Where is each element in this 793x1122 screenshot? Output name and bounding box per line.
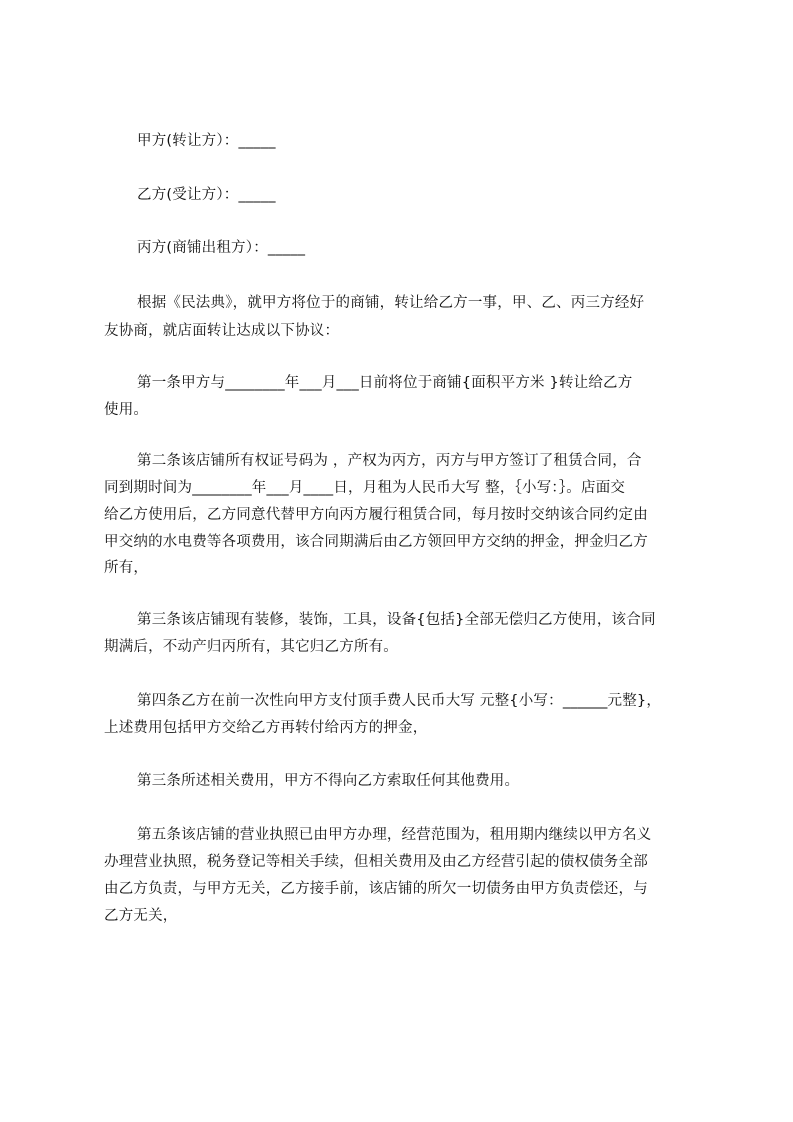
article-2-line-4: 甲交纳的水电费等各项费用，该合同期满后由乙方领回甲方交纳的押金，押金归乙方 (104, 534, 648, 550)
article-3-line-1: 第三条该店铺现有装修，装饰，工具，设备{包括}全部无偿归乙方使用，该合同 (137, 612, 656, 628)
party-landlord: 丙方(商铺出租方）：_____ (137, 240, 306, 256)
preamble-line-2: 友协商，就店面转让达成以下协议： (104, 323, 340, 339)
article-2-line-2: 同到期时间为________年___月____日，月租为人民币大写 整，｛小写：｝。店面交 (104, 480, 626, 496)
article-5-line-3: 由乙方负责，与甲方无关，乙方接手前，该店铺的所欠一切债务由甲方负责偿还，与 (104, 881, 648, 897)
article-1-line-1: 第一条甲方与________年___月___日前将位于商铺{面积平方米 }转让给乙方 (137, 375, 633, 391)
article-5-line-2: 办理营业执照，税务登记等相关手续，但相关费用及由乙方经营引起的债权债务全部 (104, 854, 648, 870)
article-2-line-3: 给乙方使用后，乙方同意代替甲方向丙方履行租赁合同，每月按时交纳该合同约定由 (104, 507, 648, 523)
fee-clause-line: 第三条所述相关费用，甲方不得向乙方索取任何其他费用。 (137, 773, 520, 789)
article-1-line-2: 使用。 (104, 402, 149, 418)
party-transferor: 甲方(转让方）：_____ (137, 133, 276, 149)
article-2-line-1: 第二条该店铺所有权证号码为 ，产权为丙方，丙方与甲方签订了租赁合同，合 (137, 453, 642, 469)
party-transferee: 乙方(受让方）：_____ (137, 187, 276, 203)
article-3-line-2: 期满后，不动产归丙所有，其它归乙方所有。 (104, 639, 398, 655)
preamble-line-1: 根据《民法典》，就甲方将位于的商铺，转让给乙方一事，甲、乙、丙三方经好 (137, 295, 645, 311)
article-5-line-4: 乙方无关， (104, 908, 178, 924)
article-5-line-1: 第五条该店铺的营业执照已由甲方办理，经营范围为，租用期内继续以甲方名义 (137, 827, 652, 843)
article-4-line-2: 上述费用包括甲方交给乙方再转付给丙方的押金， (104, 720, 428, 736)
article-4-line-1: 第四条乙方在前一次性向甲方支付顶手费人民币大写 元整{小写：______元整}， (137, 693, 662, 709)
article-2-line-5: 所有， (104, 560, 149, 576)
